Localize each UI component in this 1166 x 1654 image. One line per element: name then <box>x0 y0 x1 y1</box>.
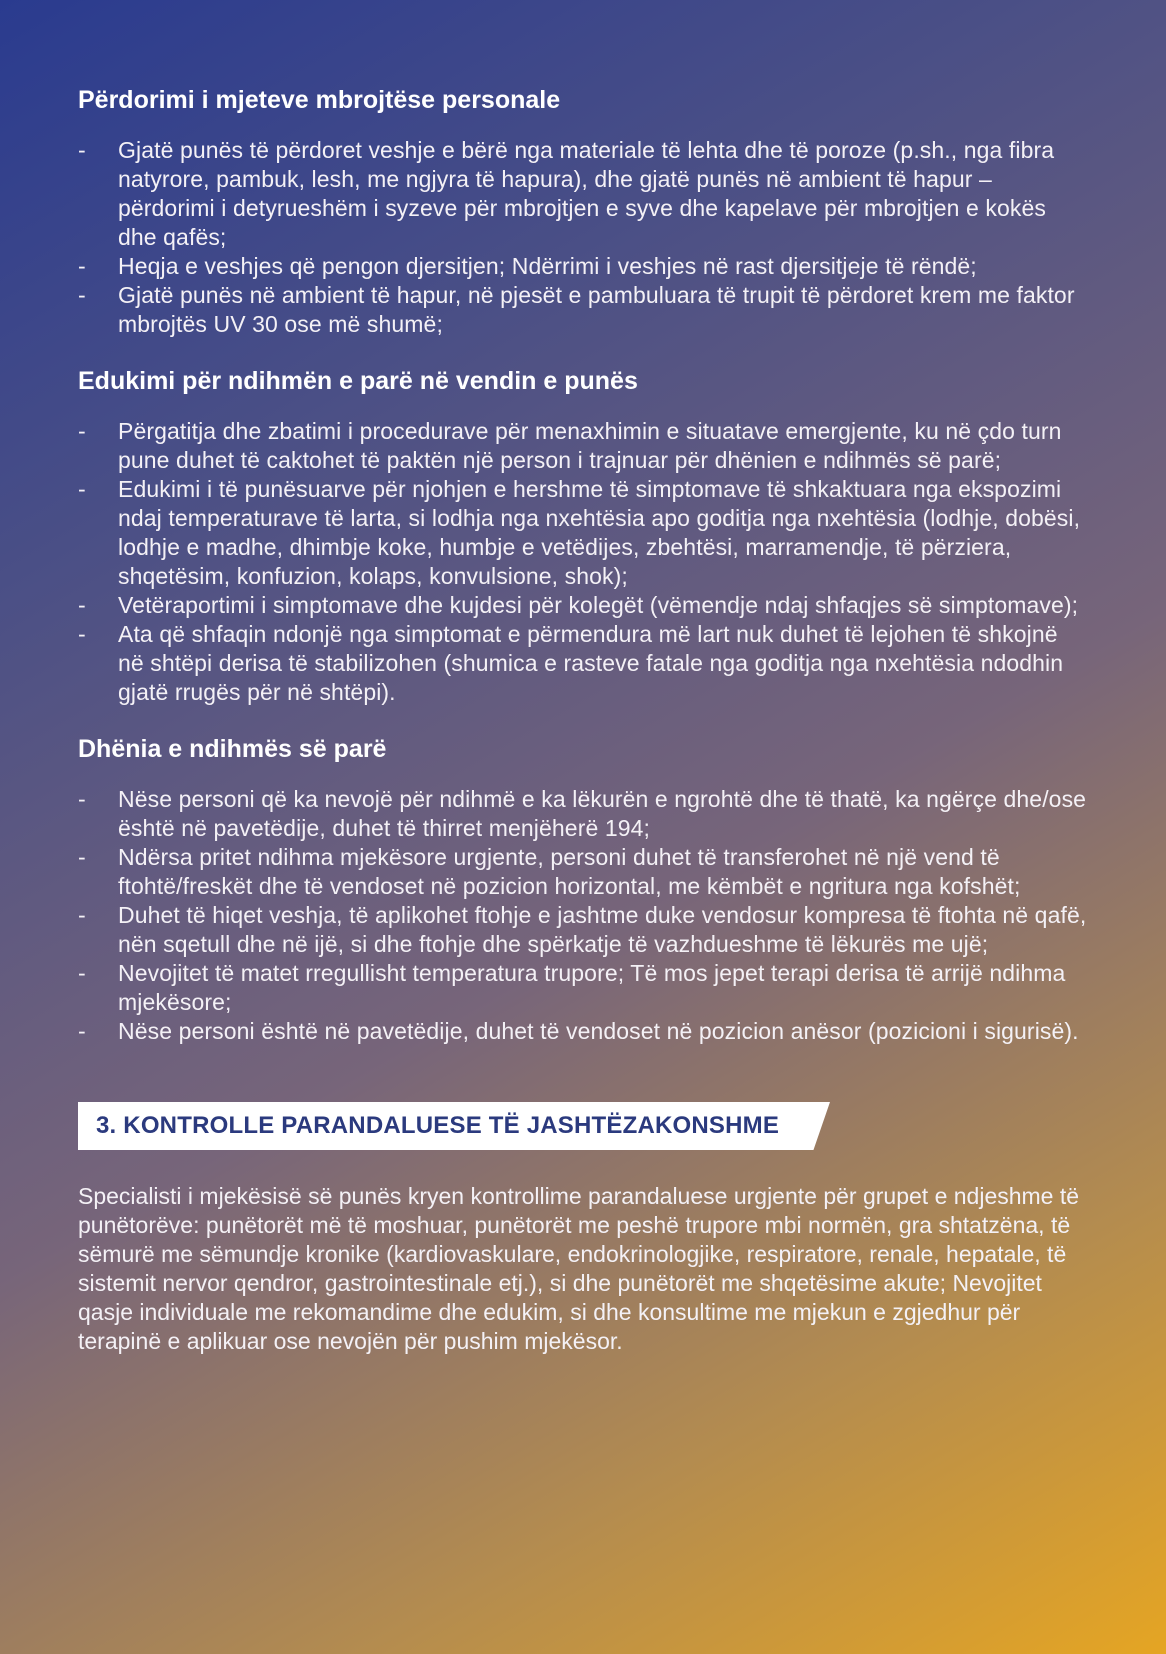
section-heading: Dhënia e ndihmës së parë <box>78 735 387 763</box>
list-item-text: Vetëraportimi i simptomave dhe kujdesi për kolegët (vëmendje ndaj shfaqjes së simptomave); <box>118 592 1079 618</box>
body-paragraph: Specialisti i mjekësisë së punës kryen kontrollime parandaluese urgjente për grupet e ndjeshme të punëtorëve: punëtorët më të moshuar, punëtorët me peshë trupore mbi normën, gra shtatzëna, të sëmurë me sëmundje kronike (kardiovaskulare, endokrinologjike, respiratore, renale, hepatale, të sistemit nervor qendror, gastrointestinale etj.), si dhe punëtorët me shqetësime akute; Nevojitet qasje individuale me rekomandime dhe edukim, si dhe konsultime me mjekun e zgjedhur për terapinë e aplikuar ose nevojën për pushim mjekësor. <box>78 1183 1080 1354</box>
list-item-text: Gjatë punës në ambient të hapur, në pjesët e pambuluara të trupit të përdoret krem me faktor mbrojtës UV 30 ose më shumë; <box>118 282 1075 337</box>
bullet-dash: - <box>78 253 86 279</box>
list-item-text: Përgatitja dhe zbatimi i procedurave për menaxhimin e situatave emergjente, ku në çdo turn pune duhet të caktohet të paktën një person i trajnuar për dhënien e ndihmës së parë; <box>118 418 1062 473</box>
section-giving-first-aid <box>78 733 1088 1046</box>
bullet-dash: - <box>78 1018 86 1044</box>
bullet-dash: - <box>78 282 86 308</box>
list-item-text: Gjatë punës të përdoret veshje e bërë nga materiale të lehta dhe të poroze (p.sh., nga fibra natyrore, pambuk, lesh, me ngjyra të hapura), dhe gjatë punës në ambient të hapur – përdorimi i detyrueshëm i syzeve për mbrojtjen e syve dhe kapelave për mbrojtjen e kokës dhe qafës; <box>118 137 1055 250</box>
list-item-text: Heqja e veshjes që pengon djersitjen; Ndërrimi i veshjes në rast djersitjeje të rëndë; <box>118 253 977 279</box>
bullet-list <box>78 136 1088 339</box>
document-page <box>78 84 1088 1379</box>
bullet-dash: - <box>78 476 86 502</box>
bullet-dash: - <box>78 844 86 870</box>
bullet-dash: - <box>78 960 86 986</box>
list-item <box>78 591 1088 620</box>
list-item <box>78 620 1088 707</box>
section-first-aid-education <box>78 365 1088 707</box>
list-item <box>78 475 1088 591</box>
list-item-text: Nevojitet të matet rregullisht temperatura trupore; Të mos jepet terapi derisa të arrijë ndihma mjekësore; <box>118 960 1066 1015</box>
list-item-text: Ata që shfaqin ndonjë nga simptomat e përmendura më lart nuk duhet të lejohen të shkojnë në shtëpi derisa të stabilizohen (shumica e rasteve fatale nga goditja nga nxehtësia ndodhin gjatë rrugës për në shtëpi). <box>118 621 1064 705</box>
list-item-text: Ndërsa pritet ndihma mjekësore urgjente, personi duhet të transferohet në një vend të ftohtë/freskët dhe të vendoset në pozicion horizontal, me këmbët e ngritura nga kofshët; <box>118 844 1021 899</box>
section-heading: Përdorimi i mjeteve mbrojtëse personale <box>78 86 561 114</box>
banner-title: 3. KONTROLLE PARANDALUESE TË JASHTËZAKONSHME <box>96 1112 780 1139</box>
list-item <box>78 959 1088 1017</box>
list-item-text: Edukimi i të punësuarve për njohjen e hershme të simptomave të shkaktuara nga ekspozimi ndaj temperaturave të larta, si lodhja nga nxehtësia apo goditja nga nxehtësia (lodhje, dobësi, lodhje e madhe, dhimbje koke, humbje e vetëdijes, zbehtësi, marramendje, të përziera, shqetësim, konfuzion, kolaps, konvulsione, shok); <box>118 476 1081 589</box>
section-heading: Edukimi për ndihmën e parë në vendin e punës <box>78 367 638 395</box>
bullet-dash: - <box>78 902 86 928</box>
bullet-list <box>78 417 1088 707</box>
list-item <box>78 136 1088 252</box>
list-item-text: Nëse personi është në pavetëdije, duhet të vendoset në pozicion anësor (pozicioni i sigurisë). <box>118 1018 1079 1044</box>
list-item <box>78 1017 1088 1046</box>
list-item <box>78 252 1088 281</box>
list-item <box>78 417 1088 475</box>
list-item <box>78 785 1088 843</box>
bullet-dash: - <box>78 592 86 618</box>
list-item-text: Nëse personi që ka nevojë për ndihmë e ka lëkurën e ngrohtë dhe të thatë, ka ngërçe dhe/ose është në pavetëdije, duhet të thirret menjëherë 194; <box>118 786 1087 841</box>
bullet-list <box>78 785 1088 1046</box>
section-personal-protective-equipment <box>78 84 1088 339</box>
list-item <box>78 843 1088 901</box>
bullet-dash: - <box>78 418 86 444</box>
list-item-text: Duhet të hiqet veshja, të aplikohet ftohje e jashtme duke vendosur kompresa të ftohta në qafë, nën sqetull dhe në ijë, si dhe ftohje dhe spërkatje të vazhdueshme të lëkurës me ujë; <box>118 902 1087 957</box>
list-item <box>78 901 1088 959</box>
list-item <box>78 281 1088 339</box>
section-banner <box>78 1102 1088 1150</box>
bullet-dash: - <box>78 621 86 647</box>
bullet-dash: - <box>78 137 86 163</box>
bullet-dash: - <box>78 786 86 812</box>
